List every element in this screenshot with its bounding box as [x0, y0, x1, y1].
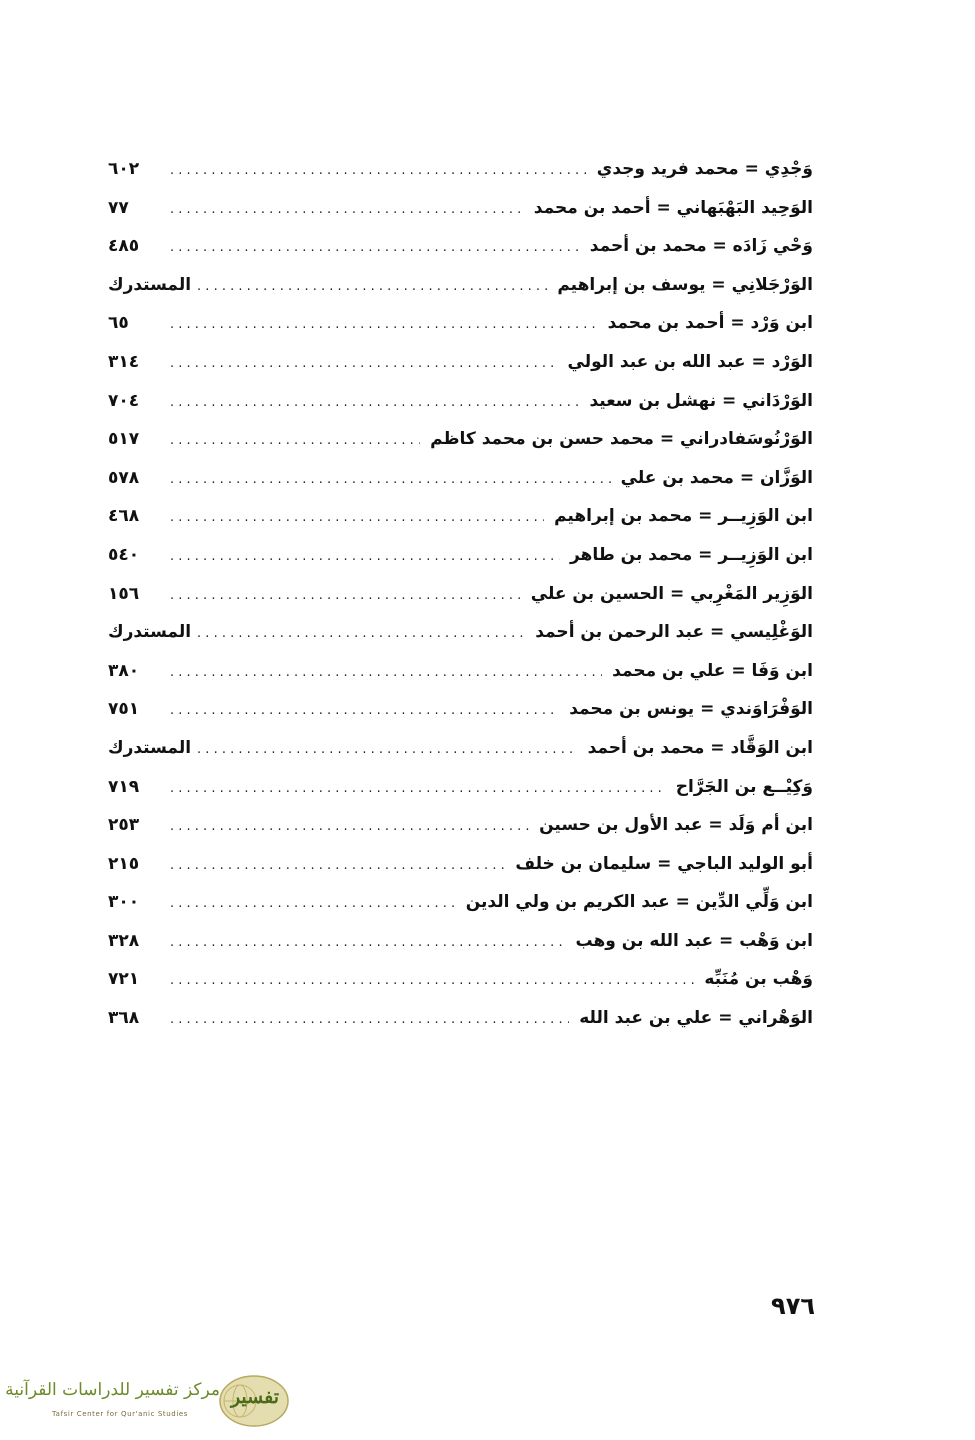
- entry-page: المستدرك: [108, 737, 192, 758]
- entry-page: ٥٤٠: [108, 544, 140, 565]
- entry-text: ابن وَرْد = أحمد بن محمد: [607, 313, 813, 334]
- index-entry: [108, 922, 813, 961]
- index-list: [108, 150, 813, 1038]
- entry-page: المستدرك: [108, 274, 192, 295]
- entry-text: الوَرْنُوسَفادراني = محمد حسن بن محمد كاظم: [430, 429, 813, 450]
- page-number: ٩٧٦: [771, 1292, 815, 1320]
- index-entry: [108, 266, 813, 305]
- index-entry: [108, 227, 813, 266]
- entry-text: الوَفْرَاوَندي = يونس بن محمد: [569, 699, 813, 720]
- leader-dots: [170, 808, 529, 847]
- entry-text: وَجْدِي = محمد فريد وجدي: [596, 159, 813, 179]
- index-entry: [108, 883, 813, 922]
- entry-page: ٣٠٠: [108, 892, 140, 913]
- index-entry: [108, 420, 813, 459]
- leader-dots: [170, 577, 521, 616]
- entry-text: الوَزَّان = محمد بن علي: [620, 467, 813, 488]
- entry-page: ٧٧: [108, 197, 129, 218]
- entry-page: ٥١٧: [108, 429, 140, 450]
- index-entry: [108, 690, 813, 729]
- entry-text: ابن الوَزِيــر = محمد بن طاهر: [569, 544, 813, 565]
- entry-text: ابن وَفَا = علي بن محمد: [612, 660, 813, 681]
- entry-page: ٣١٤: [108, 351, 140, 372]
- leader-dots: [170, 384, 579, 423]
- entry-text: ابن الوَقَّاد = محمد بن أحمد: [587, 737, 813, 758]
- leader-dots: [170, 962, 694, 1001]
- entry-page: ٧١٩: [108, 776, 140, 797]
- entry-page: ٢١٥: [108, 853, 140, 874]
- index-entry: [108, 150, 813, 189]
- index-entry: [108, 304, 813, 343]
- entry-page: المستدرك: [108, 622, 192, 643]
- leader-dots: [197, 615, 525, 654]
- leader-dots: [197, 268, 547, 307]
- leader-dots: [197, 731, 578, 770]
- leader-dots: [170, 847, 505, 886]
- entry-page: ٧٢١: [108, 969, 140, 990]
- entry-text: الوَرْد = عبد الله بن عبد الولي: [567, 351, 813, 372]
- leader-dots: [170, 229, 580, 268]
- index-entry: [108, 806, 813, 845]
- index-entry: [108, 343, 813, 382]
- entry-text: أبو الوليد الباجي = سليمان بن خلف: [515, 853, 813, 874]
- entry-page: ٧٠٤: [108, 390, 140, 411]
- index-entry: [108, 845, 813, 884]
- entry-text: ابن وَهْب = عبد الله بن وهب: [575, 930, 813, 951]
- index-entry: [108, 729, 813, 768]
- entry-page: ٣٢٨: [108, 930, 140, 951]
- entry-text: الوَهْراني = علي بن عبد الله: [579, 1008, 813, 1029]
- logo-emblem-text: تفسير: [230, 1386, 280, 1408]
- leader-dots: [170, 1001, 569, 1040]
- index-entry: [108, 536, 813, 575]
- leader-dots: [170, 191, 524, 230]
- entry-text: الوَزِير المَغْرِبي = الحسين بن علي: [530, 583, 813, 604]
- index-entry: [108, 652, 813, 691]
- logo-english-text: Tafsir Center for Qur'anic Studies: [51, 1410, 189, 1418]
- leader-dots: [170, 885, 456, 924]
- footer-logo: [5, 1372, 289, 1430]
- index-entry: [108, 497, 813, 536]
- leader-dots: [170, 770, 666, 809]
- entry-page: ٧٥١: [108, 699, 140, 720]
- logo-arabic-text: مركز تفسير للدراسات القرآنية: [5, 1380, 220, 1400]
- entry-text: وَكِيْــع بن الجَرَّاح: [675, 776, 813, 797]
- entry-text: الوَرْجَلانِي = يوسف بن إبراهيم: [557, 274, 813, 295]
- leader-dots: [170, 924, 566, 963]
- index-entry: [108, 999, 813, 1038]
- leader-dots: [170, 306, 598, 345]
- entry-text: ابن أم وَلَد = عبد الأول بن حسين: [539, 815, 813, 836]
- leader-dots: [170, 461, 611, 500]
- index-entry: [108, 575, 813, 614]
- leader-dots: [170, 422, 420, 461]
- entry-text: وَهْب بن مُنَبِّه: [704, 969, 813, 990]
- index-entry: [108, 613, 813, 652]
- leader-dots: [170, 654, 602, 693]
- entry-page: ٤٦٨: [108, 506, 140, 527]
- entry-page: ٦٥: [108, 313, 129, 334]
- entry-page: ٥٧٨: [108, 467, 140, 488]
- entry-text: وَحْي زَادَه = محمد بن أحمد: [589, 236, 813, 257]
- entry-text: الوَغْلِيسي = عبد الرحمن بن أحمد: [535, 622, 813, 643]
- entry-text: الوَحِيد البَهْبَهاني = أحمد بن محمد: [533, 197, 813, 218]
- leader-dots: [170, 345, 558, 384]
- entry-text: الوَرْدَاني = نهشل بن سعيد: [589, 390, 813, 411]
- entry-page: ٢٥٣: [108, 815, 140, 836]
- index-entry: [108, 960, 813, 999]
- entry-page: ٤٨٥: [108, 236, 140, 257]
- entry-page: ٣٦٨: [108, 1008, 140, 1029]
- index-entry: [108, 382, 813, 421]
- entry-page: ٣٨٠: [108, 660, 140, 681]
- leader-dots: [170, 692, 559, 731]
- leader-dots: [170, 152, 587, 191]
- entry-text: ابن وَلِّي الدِّين = عبد الكريم بن ولي الدين: [465, 892, 813, 913]
- entry-page: ١٥٦: [108, 583, 140, 604]
- leader-dots: [170, 538, 560, 577]
- index-entry: [108, 459, 813, 498]
- entry-page: ٦٠٢: [108, 159, 140, 179]
- index-entry: [108, 189, 813, 228]
- leader-dots: [170, 499, 544, 538]
- entry-text: ابن الوَزِيــر = محمد بن إبراهيم: [554, 506, 813, 527]
- index-entry: [108, 768, 813, 807]
